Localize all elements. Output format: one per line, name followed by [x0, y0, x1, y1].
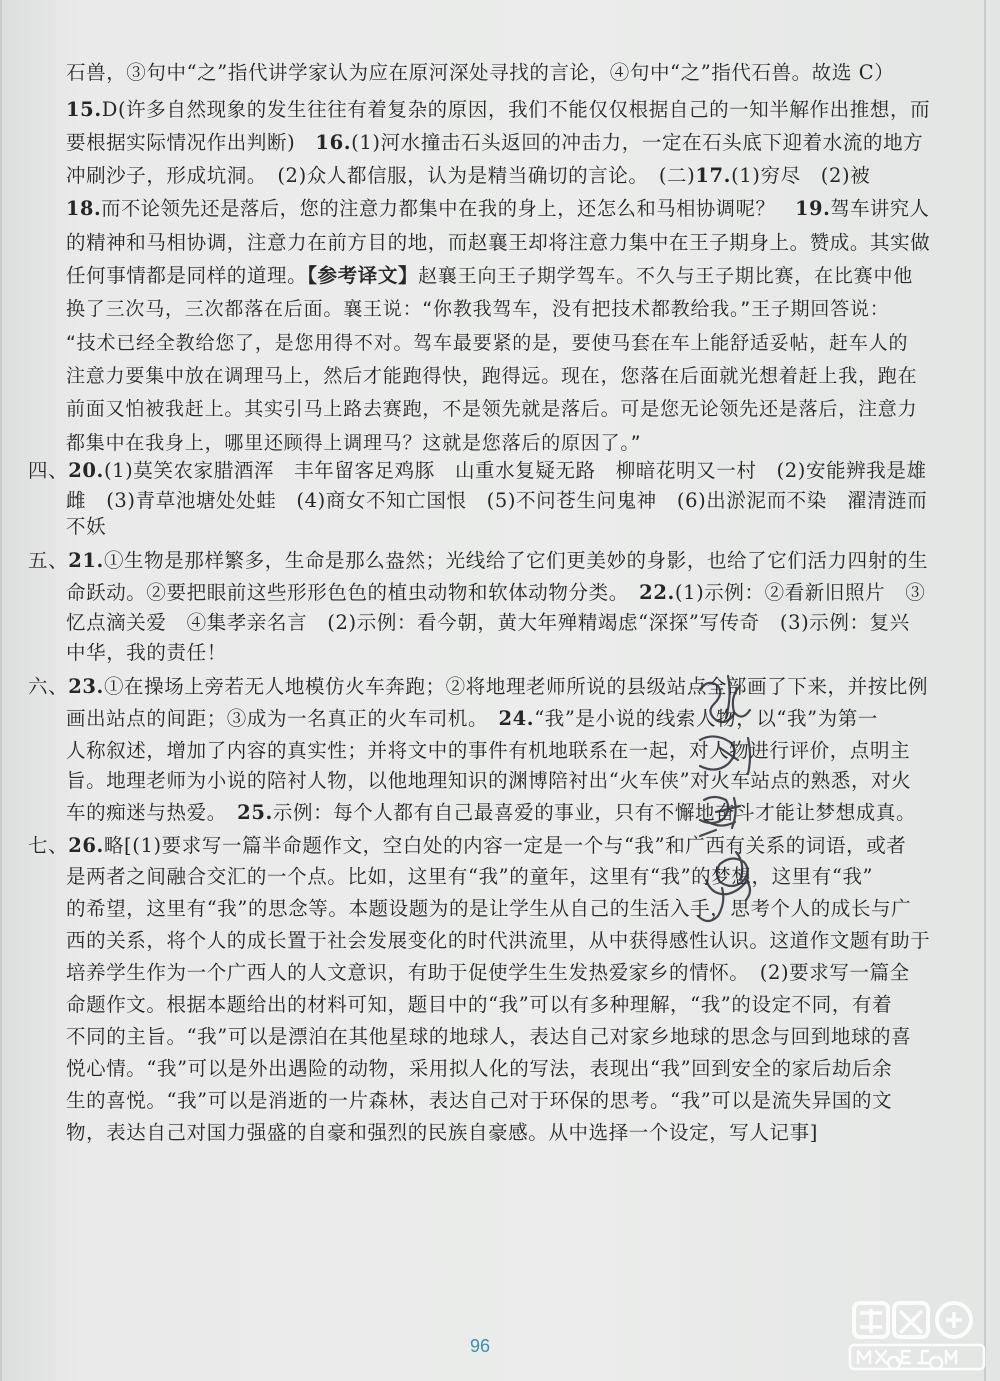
text-span: 生的喜悦。“我”可以是消逝的一片森林，表达自己对于环保的思考。“我”可以是流失异国的文	[66, 1089, 893, 1112]
text-span: 西的关系，将个人的成长置于社会发展变化的时代洪流里，从中获得感性认识。这道作文题有助于	[66, 929, 931, 952]
text-span: 雌 (3)青草池塘处处蛙 (4)商女不知亡国恨 (5)不问苍生问鬼神 (6)出淤泥而不染 濯清涟而	[66, 489, 928, 512]
text-span: 旨。地理老师为小说的陪衬人物，以他地理知识的渊博陪衬出“火车侠”对火车站点的熟悉，对火	[66, 769, 912, 792]
question-number: 25.	[237, 801, 273, 824]
text-span: 中华，我的责任！	[66, 641, 227, 664]
text-span: 注意力要集中放在调理马上，然后才能跑得快，跑得远。现在，您落在后面就光想着赶上我，跑在	[66, 365, 918, 387]
question-number: 20.	[68, 459, 104, 482]
text-span: 的精神和马相协调，注意力在前方目的地，而赵襄王却将注意力集中在王子期身上。赞成。其实做	[66, 231, 931, 254]
question-number: 18.	[66, 197, 102, 220]
text-span: 【参考译文】	[307, 264, 419, 287]
section-number: 六、	[28, 675, 69, 698]
text-span: 人称叙述，增加了内容的真实性；并将文中的事件有机地联系在一起，对人物进行评价，点明主	[66, 739, 911, 762]
text-span: 前面又怕被我赶上。其实引马上路去赛跑，不是领先就是落后。可是您无论领先还是落后，注意力	[66, 398, 918, 420]
text-span: 任何事情都是同样的道理。	[66, 264, 308, 287]
text-span: (1)穷尽 (2)被	[731, 164, 871, 187]
text-span: 车的痴迷与热爱。	[66, 801, 238, 824]
text-span: 赵襄王向王子期学驾车。不久与王子期比赛，在比赛中他	[418, 265, 914, 287]
text-span: 都集中在我身上，哪里还顾得上调理马？这就是您落后的原因了。”	[66, 432, 642, 454]
text-span: 驾车讲究人	[830, 197, 930, 220]
text-span: 命跃动。②要把眼前这些形形色色的植虫动物和软体动物分类。	[66, 581, 640, 604]
text-span: (1)莫笑农家腊酒浑 丰年留客足鸡豚 山重水复疑无路 柳暗花明又一村 (2)安能辨我是雄	[103, 459, 927, 482]
question-number: 21.	[68, 549, 104, 572]
section-number: 四、	[28, 459, 69, 482]
text-span: 石兽，③句中“之”指代讲学家认为应在原河深处寻找的言论，④句中“之”指代石兽。故选 C）	[66, 61, 895, 84]
text-span: 是两者之间融合交汇的一个点。比如，这里有“我”的童年，这里有“我”的梦想，这里有“我”	[66, 865, 874, 888]
watermark-logo	[842, 1297, 992, 1375]
text-span: 物，表达自己对国力强盛的自豪和强烈的民族自豪感。从中选择一个设定，写人记事]	[66, 1121, 818, 1144]
text-span: 悦心情。“我”可以是外出遇险的动物，采用拟人化的写法，表现出“我”回到安全的家后劫后余	[66, 1057, 893, 1080]
text-span: 命题作文。根据本题给出的材料可知，题目中的“我”可以有多种理解，“我”的设定不同，有着	[66, 993, 893, 1016]
section-number: 五、	[28, 549, 69, 572]
question-number: 17.	[695, 164, 732, 187]
text-span: ①在操场上旁若无人地模仿火车奔跑；②将地理老师所说的县级站点全部画了下来，并按比例	[103, 675, 929, 698]
question-number: 19.	[795, 197, 831, 220]
text-span: 换了三次马，三次都落在后面。襄王说：“你教我驾车，没有把技术都教给我。”王子期回答说：	[66, 298, 890, 320]
text-span: 示例：每个人都有自己最喜爱的事业，只有不懈地奋斗才能让梦想成真。	[272, 801, 917, 824]
section-number: 七、	[28, 834, 69, 857]
text-span: 不同的主旨。“我”可以是漂泊在其他星球的地球人，表达自己对家乡地球的思念与回到地球的喜	[66, 1025, 912, 1048]
text-span: 画出站点的间距；③成为一名真正的火车司机。	[66, 707, 499, 730]
text-span: 而不论领先还是落后，您的注意力都集中在我的身上，还怎么和马相协调呢？	[101, 197, 796, 220]
page-number: 96	[470, 1336, 491, 1356]
text-span: 要根据实际情况作出判断)	[66, 131, 316, 154]
text-span: “技术已经全教给您了，是您用得不对。驾车最要紧的是，要使马套在车上能舒适妥帖，赶车人的	[66, 332, 909, 354]
question-number: 23.	[68, 675, 104, 698]
text-span: ①生物是那样繁多，生命是那么盎然；光线给了它们更美妙的身影，也给了它们活力四射的生	[103, 549, 929, 572]
text-span: 忆点滴关爱 ④集孝亲名言 (2)示例：看今朝，黄大年殚精竭虑“深探”写传奇 (3)示例：复兴	[66, 611, 910, 634]
question-number: 26.	[68, 834, 104, 857]
text-span: 的希望，这里有“我”的思念等。本题设题为的是让学生从自己的生活入手，思考个人的成长与广	[66, 897, 912, 920]
text-span: “我”是小说的线索人物，以“我”为第一	[534, 707, 878, 730]
text-span: 略[(1)要求写一篇半命题作文，空白处的内容一定是一个与“我”和广西有关系的词语，或者	[103, 834, 907, 857]
text-span: 冲刷沙子，形成坑洞。 (2)众人都信服，认为是精当确切的言论。 (二)	[66, 164, 696, 187]
text-span: 不妖	[66, 515, 107, 538]
text-span: (1)河水撞击石头返回的冲击力，一定在石头底下迎着水流的地方	[351, 131, 924, 154]
question-number: 15.	[66, 98, 102, 121]
question-number: 16.	[315, 131, 352, 154]
question-number: 22.	[639, 581, 675, 604]
question-number: 24.	[498, 707, 535, 730]
text-span: D(许多自然现象的发生往往有着复杂的原因，我们不能仅仅根据自己的一知半解作出推想，而	[101, 98, 931, 121]
text-span: 培养学生作为一个广西人的人文意识，有助于促使学生生发热爱家乡的情怀。 (2)要求写一篇全	[66, 961, 910, 984]
text-span: (1)示例：②看新旧照片 ③	[674, 581, 926, 604]
